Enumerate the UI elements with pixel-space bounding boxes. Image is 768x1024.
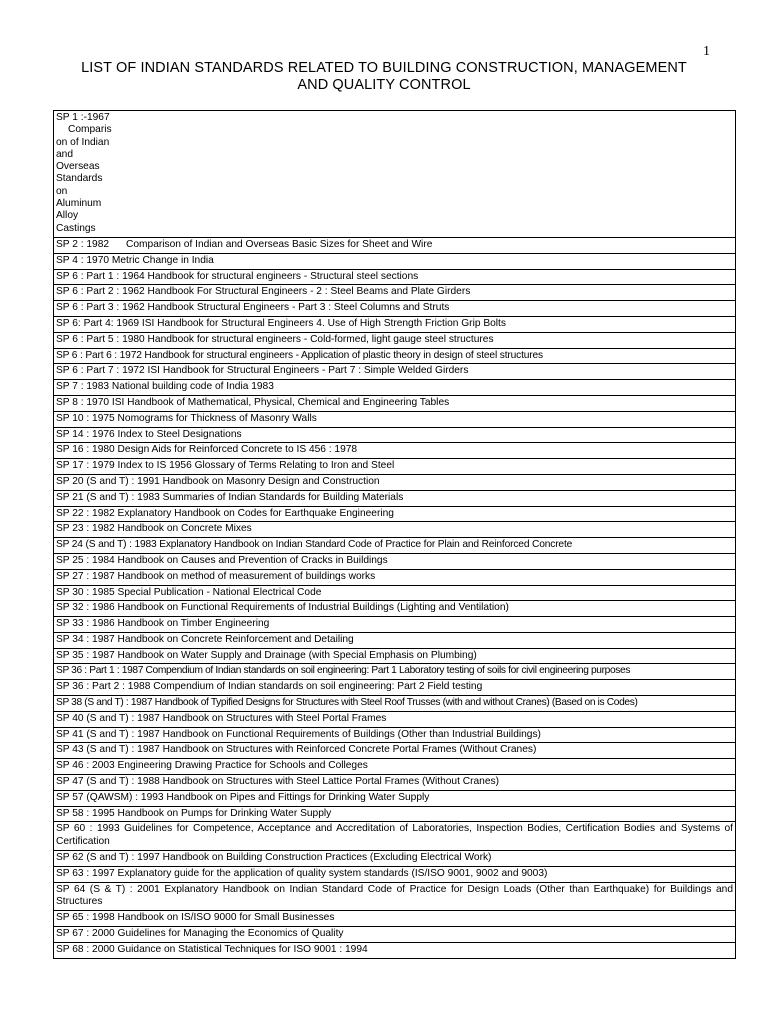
table-row: SP 2 : 1982 Comparison of Indian and Overseas Basic Sizes for Sheet and Wire — [54, 237, 735, 253]
first-entry-line: Alloy — [56, 210, 79, 222]
table-row: SP 22 : 1982 Explanatory Handbook on Codes for Earthquake Engineering — [54, 506, 735, 522]
table-row: SP 65 : 1998 Handbook on IS/ISO 9000 for Small Businesses — [54, 910, 735, 926]
title-line-1: LIST OF INDIAN STANDARDS RELATED TO BUILDING CONSTRUCTION, MANAGEMENT — [81, 60, 687, 76]
table-row: SP 60 : 1993 Guidelines for Competence, Acceptance and Accreditation of Laboratories, Inspection Bodies, Certification Bodies and Systems of Certification — [54, 821, 735, 850]
table-row: SP 14 : 1976 Index to Steel Designations — [54, 427, 735, 443]
first-entry-line: Aluminum — [56, 198, 102, 210]
table-row: SP 6 : Part 2 : 1962 Handbook For Structural Engineers - 2 : Steel Beams and Plate Girders — [54, 284, 735, 300]
table-row: SP 34 : 1987 Handbook on Concrete Reinforcement and Detailing — [54, 632, 735, 648]
first-entry-line: Comparis — [68, 124, 112, 136]
table-row: SP 38 (S and T) : 1987 Handbook of Typified Designs for Structures with Steel Roof Trusses (with and without Cranes) (Based on is Codes) — [54, 695, 735, 711]
table-row: SP 6 : Part 1 : 1964 Handbook for structural engineers - Structural steel sections — [54, 269, 735, 285]
table-row: SP 17 : 1979 Index to IS 1956 Glossary of Terms Relating to Iron and Steel — [54, 458, 735, 474]
table-row: SP 6 : Part 7 : 1972 ISI Handbook for Structural Engineers - Part 7 : Simple Welded Girders — [54, 363, 735, 379]
table-row: SP 10 : 1975 Nomograms for Thickness of Masonry Walls — [54, 411, 735, 427]
table-row: SP 57 (QAWSM) : 1993 Handbook on Pipes and Fittings for Drinking Water Supply — [54, 790, 735, 806]
table-row: SP 32 : 1986 Handbook on Functional Requirements of Industrial Buildings (Lighting and Ventilation) — [54, 600, 735, 616]
table-row: SP 41 (S and T) : 1987 Handbook on Functional Requirements of Buildings (Other than Industrial Buildings) — [54, 727, 735, 743]
table-row: SP 23 : 1982 Handbook on Concrete Mixes — [54, 521, 735, 537]
first-entry-line: Standards — [56, 173, 103, 185]
table-row: SP 7 : 1983 National building code of India 1983 — [54, 379, 735, 395]
first-entry-line: on of Indian — [56, 136, 110, 148]
table-row: SP 6 : Part 3 : 1962 Handbook Structural Engineers - Part 3 : Steel Columns and Struts — [54, 300, 735, 316]
table-row: SP 20 (S and T) : 1991 Handbook on Masonry Design and Construction — [54, 474, 735, 490]
table-row: SP 47 (S and T) : 1988 Handbook on Structures with Steel Lattice Portal Frames (Without Cranes) — [54, 774, 735, 790]
table-row: SP 21 (S and T) : 1983 Summaries of Indian Standards for Building Materials — [54, 490, 735, 506]
table-row: SP 63 : 1997 Explanatory guide for the application of quality system standards (IS/ISO 9001, 9002 and 9003) — [54, 866, 735, 882]
table-row: SP 40 (S and T) : 1987 Handbook on Structures with Steel Portal Frames — [54, 711, 735, 727]
table-row: SP 6 : Part 6 : 1972 Handbook for structural engineers - Application of plastic theory in design of steel structures — [54, 348, 735, 364]
table-row: SP 8 : 1970 ISI Handbook of Mathematical, Physical, Chemical and Engineering Tables — [54, 395, 735, 411]
first-entry-line: SP 1 :-1967 — [56, 112, 110, 123]
table-row: SP 46 : 2003 Engineering Drawing Practice for Schools and Colleges — [54, 758, 735, 774]
table-row: SP 58 : 1995 Handbook on Pumps for Drinking Water Supply — [54, 806, 735, 822]
table-row: SP 43 (S and T) : 1987 Handbook on Structures with Reinforced Concrete Portal Frames (Without Cranes) — [54, 742, 735, 758]
table-row: SP 68 : 2000 Guidance on Statistical Techniques for ISO 9001 : 1994 — [54, 942, 735, 958]
table-row: SP 67 : 2000 Guidelines for Managing the Economics of Quality — [54, 926, 735, 942]
table-row: SP 30 : 1985 Special Publication - National Electrical Code — [54, 585, 735, 601]
table-row: SP 36 : Part 1 : 1987 Compendium of Indian standards on soil engineering: Part 1 Laboratory testing of soils for civil engineering purposes — [54, 663, 735, 679]
table-row: SP 36 : Part 2 : 1988 Compendium of Indian standards on soil engineering: Part 2 Field testing — [54, 679, 735, 695]
table-row: SP 6 : Part 5 : 1980 Handbook for structural engineers - Cold-formed, light gauge steel structures — [54, 332, 735, 348]
table-row: SP 27 : 1987 Handbook on method of measurement of buildings works — [54, 569, 735, 585]
standards-table — [53, 110, 736, 959]
first-entry-line: Overseas — [56, 161, 100, 173]
first-entry-line: and — [56, 148, 73, 160]
title-line-2: AND QUALITY CONTROL — [297, 77, 471, 93]
table-row: SP 6: Part 4: 1969 ISI Handbook for Structural Engineers 4. Use of High Strength Friction Grip Bolts — [54, 316, 735, 332]
table-row: SP 64 (S & T) : 2001 Explanatory Handbook on Indian Standard Code of Practice for Design Loads (Other than Earthquake) for Buildings and Structures — [54, 882, 735, 911]
table-row: SP 4 : 1970 Metric Change in India — [54, 253, 735, 269]
first-entry-line: Castings — [56, 222, 96, 234]
table-row: SP 24 (S and T) : 1983 Explanatory Handbook on Indian Standard Code of Practice for Plain and Reinforced Concrete — [54, 537, 735, 553]
first-entry-line: on — [56, 185, 68, 197]
table-row: SP 25 : 1984 Handbook on Causes and Prevention of Cracks in Buildings — [54, 553, 735, 569]
table-row: SP 16 : 1980 Design Aids for Reinforced Concrete to IS 456 : 1978 — [54, 442, 735, 458]
table-row — [54, 111, 735, 237]
table-row: SP 35 : 1987 Handbook on Water Supply and Drainage (with Special Emphasis on Plumbing) — [54, 648, 735, 664]
table-row: SP 33 : 1986 Handbook on Timber Engineering — [54, 616, 735, 632]
page-number: 1 — [703, 44, 710, 59]
table-row: SP 62 (S and T) : 1997 Handbook on Building Construction Practices (Excluding Electrical Work) — [54, 850, 735, 866]
page-title — [40, 60, 728, 94]
